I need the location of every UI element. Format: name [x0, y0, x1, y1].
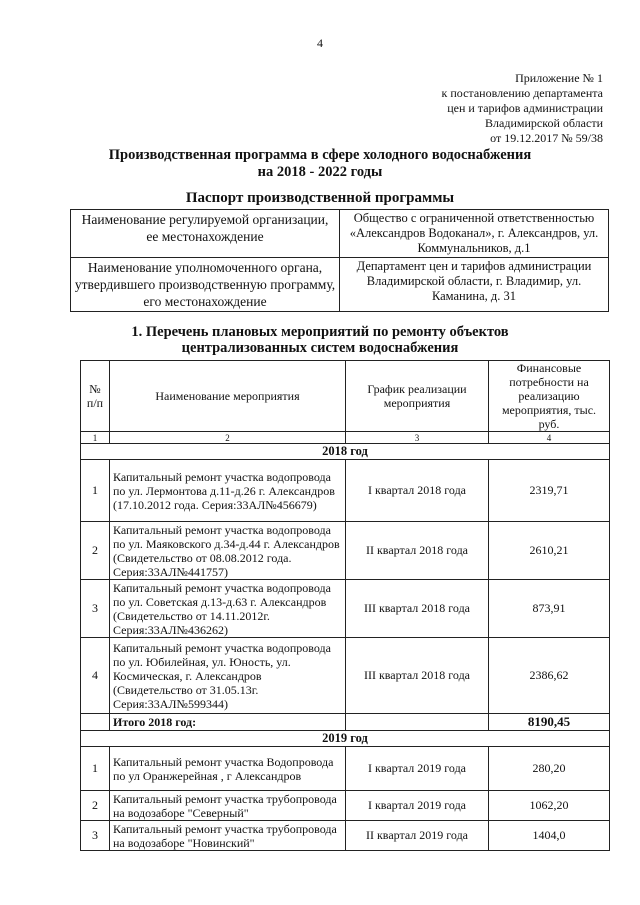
header-cell: График реализации мероприятия: [346, 361, 489, 432]
passport-heading: Паспорт производственной программы: [185, 190, 455, 206]
passport-row: [71, 210, 609, 258]
row-amount: 1404,0: [489, 821, 610, 851]
total-spacer: [346, 714, 489, 731]
appendix-line: от 19.12.2017 № 59/38: [490, 131, 603, 145]
year-label: 2019 год: [81, 731, 610, 747]
column-number: 1: [81, 432, 110, 444]
document-title: [0, 147, 640, 181]
header-cell: Финансовые потребности на реализацию мероприятия, тыс. руб.: [489, 361, 610, 432]
row-schedule: III квартал 2018 года: [346, 580, 489, 638]
appendix-line: Приложение № 1: [515, 71, 603, 85]
row-number: 1: [81, 747, 110, 791]
row-name: Капитальный ремонт участка водопровода по ул. Маяковского д.34-д.44 г. Александров (Свидетельство от 08.08.2012 года. Серия:33АЛ№441757): [110, 522, 346, 580]
row-name: Капитальный ремонт участка трубопровода на водозаборе "Новинский": [110, 821, 346, 851]
year-row: [81, 731, 610, 747]
header-row: [81, 361, 610, 432]
row-schedule: II квартал 2018 года: [346, 522, 489, 580]
section-title-line: 1. Перечень плановых мероприятий по ремонту объектов: [131, 324, 509, 340]
row-number: 3: [81, 821, 110, 851]
table-row: [81, 791, 610, 821]
column-number: 2: [110, 432, 346, 444]
row-schedule: I квартал 2018 года: [346, 460, 489, 522]
row-number: 2: [81, 522, 110, 580]
row-schedule: I квартал 2019 года: [346, 791, 489, 821]
row-schedule: I квартал 2019 года: [346, 747, 489, 791]
title-line: на 2018 - 2022 годы: [257, 164, 383, 180]
row-name: Капитальный ремонт участка водопровода по ул. Лермонтова д.11-д.26 г. Александров (17.10.2012 года. Серия:33АЛ№456679): [110, 460, 346, 522]
column-number: 3: [346, 432, 489, 444]
passport-label: Наименование регулируемой организации, ее местонахождение: [71, 210, 340, 258]
total-spacer: [81, 714, 110, 731]
row-amount: 2610,21: [489, 522, 610, 580]
table-row: [81, 522, 610, 580]
section-title-line: централизованных систем водоснабжения: [181, 340, 459, 356]
passport-value: Общество с ограниченной ответственностью «Александров Водоканал», г. Александров, ул. Коммунальников, д.1: [340, 210, 609, 258]
total-row: [81, 714, 610, 731]
section-title: [0, 324, 640, 356]
plan-table: [80, 360, 610, 851]
passport-value: Департамент цен и тарифов администрации Владимирской области, г. Владимир, ул. Каманина, д. 31: [340, 258, 609, 312]
row-name: Капитальный ремонт участка водопровода по ул. Юбилейная, ул. Юность, ул. Космическая, г. Александров (Свидетельство от 31.05.13г. Серия:33АЛ№599344): [110, 638, 346, 714]
row-amount: 2319,71: [489, 460, 610, 522]
row-name: Капитальный ремонт участка водопровода по ул. Советская д.13-д.63 г. Александров (Свидетельство от 14.11.2012г. Серия:33АЛ№436262): [110, 580, 346, 638]
total-label: Итого 2018 год:: [110, 714, 346, 731]
table-row: [81, 747, 610, 791]
row-number: 4: [81, 638, 110, 714]
table-row: [81, 821, 610, 851]
appendix-line: Владимирской области: [485, 116, 603, 130]
header-cell: № п/п: [81, 361, 110, 432]
column-number-row: [81, 432, 610, 444]
year-label: 2018 год: [81, 444, 610, 460]
appendix-line: цен и тарифов администрации: [447, 101, 603, 115]
passport-label: Наименование уполномоченного органа, утвердившего производственную программу, его местонахождение: [71, 258, 340, 312]
row-amount: 873,91: [489, 580, 610, 638]
row-name: Капитальный ремонт участка трубопровода на водозаборе "Северный": [110, 791, 346, 821]
row-amount: 1062,20: [489, 791, 610, 821]
table-row: [81, 580, 610, 638]
header-cell: Наименование мероприятия: [110, 361, 346, 432]
row-amount: 280,20: [489, 747, 610, 791]
column-number: 4: [489, 432, 610, 444]
total-value: 8190,45: [489, 714, 610, 731]
row-number: 2: [81, 791, 110, 821]
passport-row: [71, 258, 609, 312]
page-number: 4: [317, 36, 323, 50]
year-row: [81, 444, 610, 460]
passport-table: [70, 209, 609, 312]
appendix-line: к постановлению департамента: [441, 86, 603, 100]
row-schedule: II квартал 2019 года: [346, 821, 489, 851]
row-amount: 2386,62: [489, 638, 610, 714]
row-number: 1: [81, 460, 110, 522]
title-line: Производственная программа в сфере холодного водоснабжения: [108, 147, 532, 163]
table-row: [81, 460, 610, 522]
table-row: [81, 638, 610, 714]
appendix-block: [442, 71, 603, 146]
row-schedule: III квартал 2018 года: [346, 638, 489, 714]
row-number: 3: [81, 580, 110, 638]
row-name: Капитальный ремонт участка Водопровода по ул Оранжерейная , г Александров: [110, 747, 346, 791]
